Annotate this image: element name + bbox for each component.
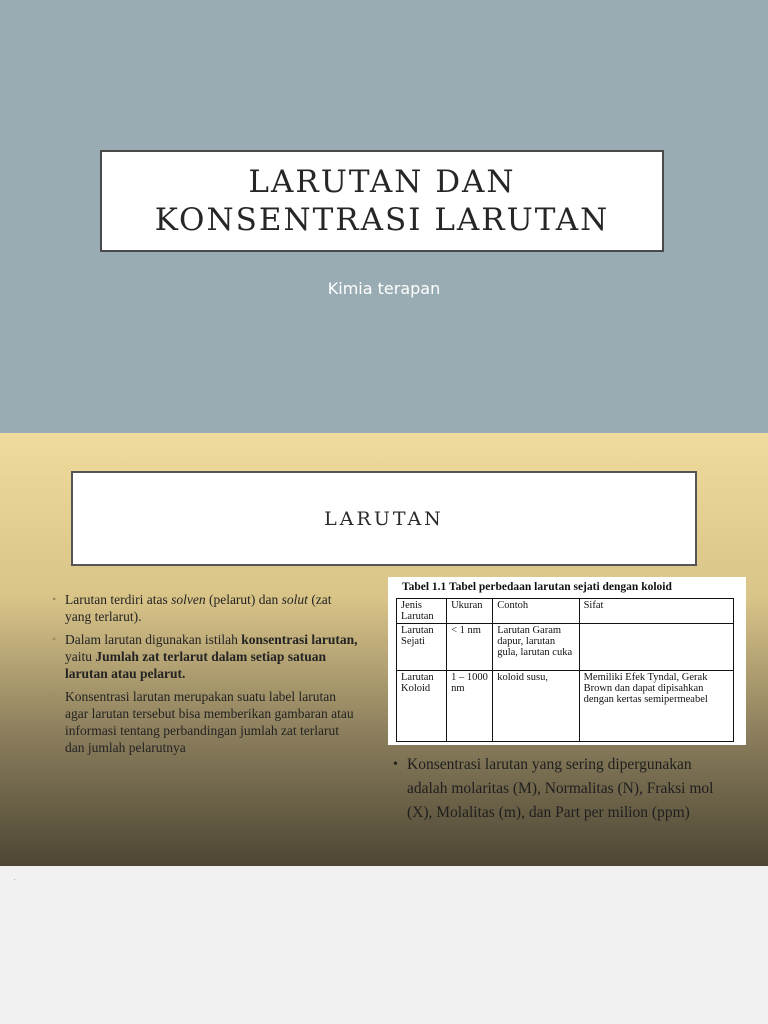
bullet-text-part: yaitu xyxy=(65,649,96,664)
bullet-text-part: Jumlah zat terlarut dalam setiap satuan larutan atau pelarut. xyxy=(65,649,326,681)
bullet-text-part: Larutan terdiri atas xyxy=(65,592,172,607)
table-caption-text: Tabel perbedaan larutan sejati dengan koloid xyxy=(446,581,672,593)
slide-title xyxy=(0,0,768,433)
table-row xyxy=(397,671,734,742)
table-cell: < 1 nm xyxy=(447,624,493,671)
table-cell: Memiliki Efek Tyndal, Gerak Brown dan dapat dipisahkan dengan kertas semipermeabel xyxy=(579,671,733,742)
slide-heading: LARUTAN xyxy=(324,507,444,530)
table-cell: Larutan Sejati xyxy=(397,624,447,671)
table-cell xyxy=(579,624,733,671)
slide-title-text: LARUTAN DAN KONSENTRASI LARUTAN xyxy=(154,164,610,238)
list-item xyxy=(50,591,360,625)
list-item xyxy=(50,688,360,756)
bullet-dot-icon: • xyxy=(393,757,398,772)
table-header-cell: Ukuran xyxy=(447,599,493,624)
bullet-text-part: (zat yang terlarut). xyxy=(65,592,332,624)
table-cell: Larutan Koloid xyxy=(397,671,447,742)
table-header-cell: Contoh xyxy=(493,599,579,624)
table-cell: Larutan Garam dapur, larutan gula, larutan cuka xyxy=(493,624,579,671)
table-row xyxy=(397,624,734,671)
bullet-text-part: solut xyxy=(281,592,308,607)
bullet-text-part: (pelarut) dan xyxy=(205,592,282,607)
footer-mark: . xyxy=(14,876,16,882)
table-caption xyxy=(402,581,672,593)
table-header-cell: Sifat xyxy=(579,599,733,624)
right-bullet xyxy=(393,753,733,825)
heading-box xyxy=(71,471,697,566)
table-cell: 1 – 1000 nm xyxy=(447,671,493,742)
bullet-dot-icon: • xyxy=(52,632,57,646)
table-cell: koloid susu, xyxy=(493,671,579,742)
bullet-dot-icon: • xyxy=(52,689,57,703)
table-header-row xyxy=(397,599,734,624)
bullet-text-part: Konsentrasi larutan merupakan suatu label larutan agar larutan tersebut bisa memberikan gambaran atau informasi tentang perbandingan jumlah zat terlarut dan jumlah pelarutnya xyxy=(65,689,354,755)
list-item xyxy=(50,631,360,682)
comparison-table xyxy=(396,598,734,742)
bullet-list xyxy=(50,591,360,762)
bullet-text-part: solven xyxy=(171,592,206,607)
right-bullet-text: Konsentrasi larutan yang sering dipergunakan adalah molaritas (M), Normalitas (N), Fraksi mol (X), Molalitas (m), dan Part per milion (ppm) xyxy=(407,756,714,821)
table-caption-number: Tabel 1.1 xyxy=(402,581,447,593)
bullet-text-part: Dalam larutan digunakan istilah xyxy=(65,632,242,647)
table-header-cell: Jenis Larutan xyxy=(397,599,447,624)
slide-subtitle: Kimia terapan xyxy=(327,279,441,298)
bullet-text-part: konsentrasi larutan, xyxy=(241,632,358,647)
bullet-dot-icon: • xyxy=(52,592,57,606)
slide-larutan xyxy=(0,433,768,866)
title-box xyxy=(100,150,664,252)
comparison-table-figure xyxy=(388,577,746,745)
